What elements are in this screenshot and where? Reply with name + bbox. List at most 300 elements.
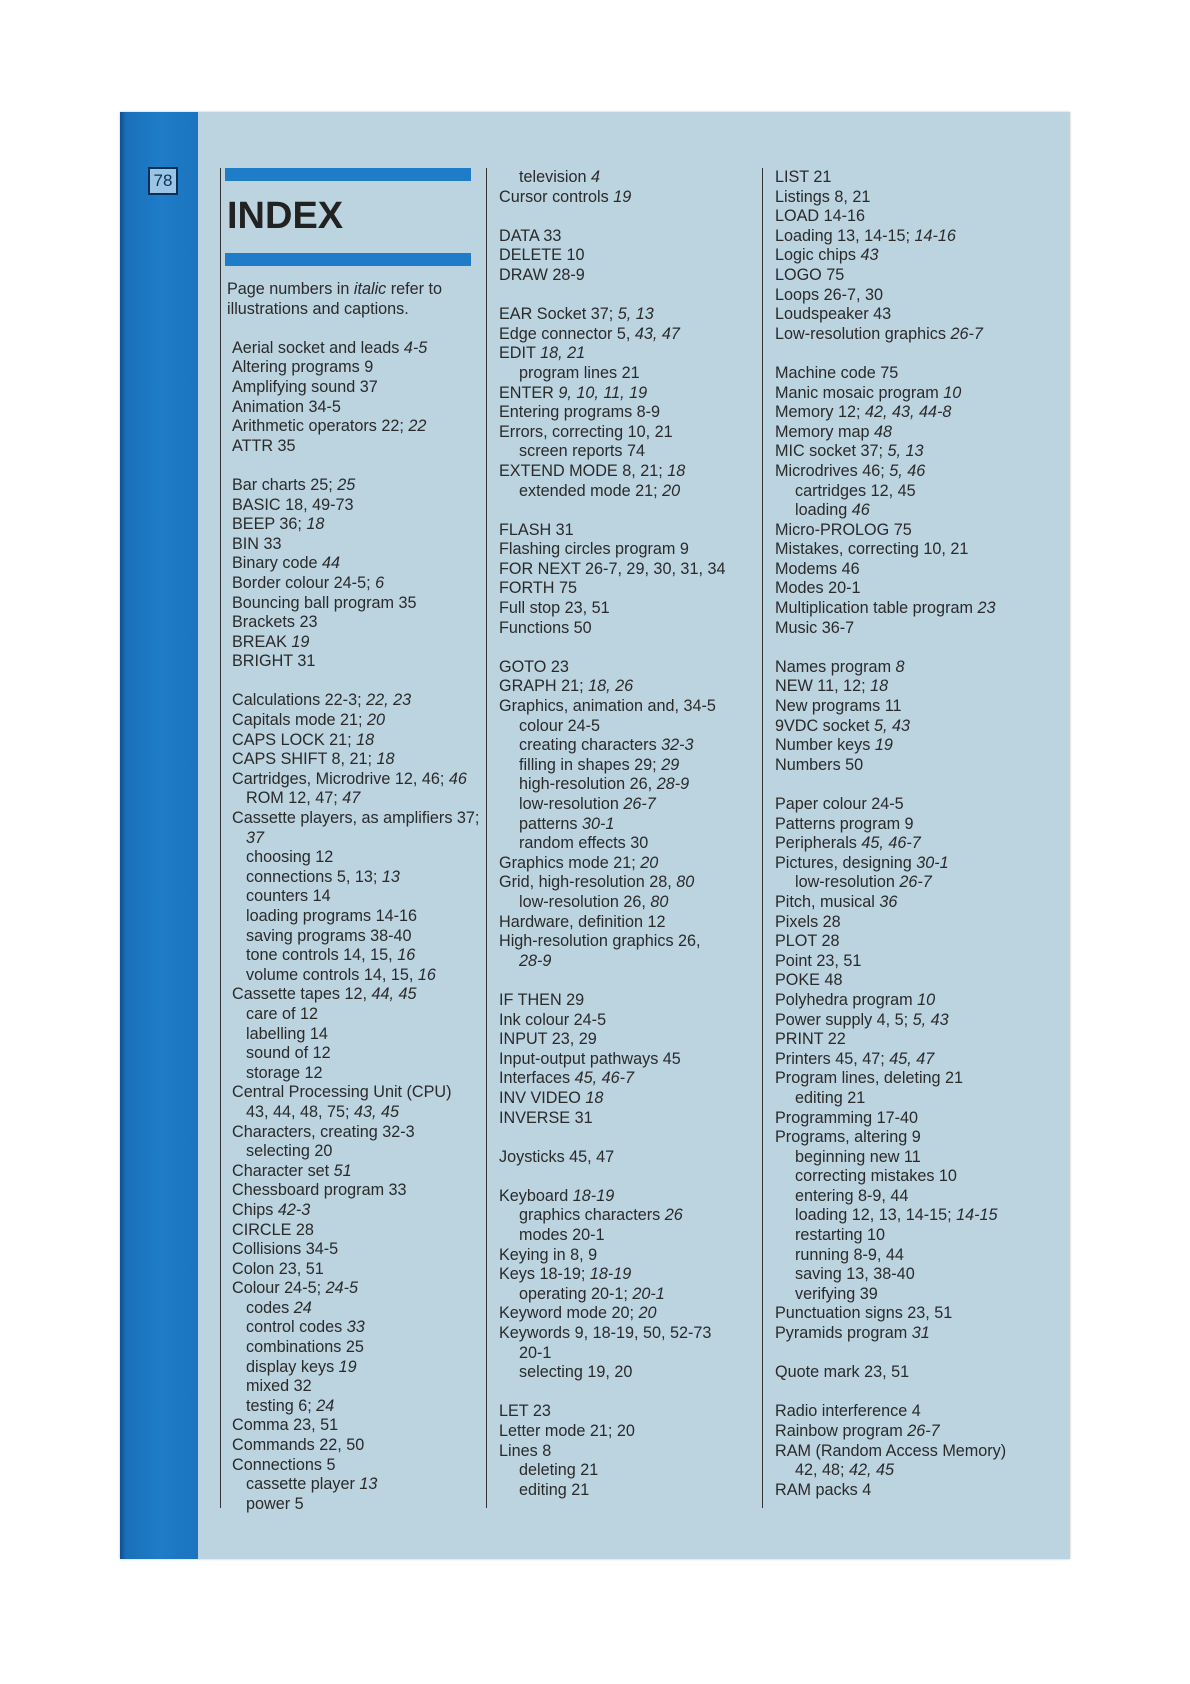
intro-suffix: refer to illustrations and captions.	[227, 280, 443, 318]
entry-text: Pitch, musical	[775, 892, 880, 911]
index-entry	[499, 579, 757, 599]
index-subentry	[226, 1358, 491, 1378]
entry-text: power 5	[246, 1494, 304, 1513]
index-entries-col-2	[487, 168, 757, 1500]
entry-spacer	[499, 286, 757, 306]
index-subentry	[775, 1246, 1043, 1266]
entry-text: filling in shapes 29;	[519, 755, 662, 774]
index-entry	[775, 913, 1043, 933]
index-entry	[226, 417, 491, 437]
index-entry	[775, 442, 1043, 462]
entry-italic-pages: 5, 43	[873, 716, 910, 735]
index-entry	[499, 873, 757, 893]
entry-text: Modems 46	[775, 559, 860, 578]
index-subentry	[226, 789, 491, 809]
index-entry	[775, 795, 1043, 815]
entry-italic-pages: 31	[911, 1324, 930, 1343]
entry-text: Number keys	[775, 736, 875, 755]
index-entry	[775, 677, 1043, 697]
index-entry	[775, 619, 1043, 639]
entry-italic-pages: 18	[870, 677, 889, 696]
entry-spacer	[499, 638, 757, 658]
entry-text: Cassette tapes 12,	[232, 985, 372, 1004]
entry-text: Program lines, deleting 21	[775, 1069, 964, 1088]
index-subentry	[775, 1187, 1043, 1207]
index-entry	[499, 854, 757, 874]
index-entry	[775, 1030, 1043, 1050]
index-entry	[499, 697, 757, 717]
entry-text: Altering programs 9	[232, 358, 374, 377]
index-subentry	[775, 501, 1043, 521]
entry-text: care of 12	[246, 1004, 318, 1023]
entry-text: Memory map	[775, 422, 874, 441]
index-entry	[775, 207, 1043, 227]
entry-spacer	[499, 971, 757, 991]
entry-spacer	[499, 1383, 757, 1403]
entry-italic-pages: 26-7	[899, 873, 932, 892]
index-subentry	[499, 1461, 757, 1481]
entry-italic-pages: 22, 23	[366, 691, 412, 710]
entry-italic-pages: 24-5	[325, 1279, 358, 1298]
entry-italic-pages: 51	[333, 1161, 352, 1180]
index-subentry	[499, 952, 757, 972]
index-entry	[775, 952, 1043, 972]
entry-text: display keys	[246, 1357, 339, 1376]
entry-italic-pages: 28-9	[656, 775, 690, 794]
entry-text: Bar charts 25;	[232, 475, 338, 494]
index-entry	[499, 344, 757, 364]
entry-text: graphics characters	[519, 1206, 665, 1225]
index-entry	[775, 364, 1043, 384]
entry-italic-pages: 18, 21	[540, 344, 586, 363]
index-subentry	[226, 1142, 491, 1162]
entry-italic-pages: 33	[346, 1318, 365, 1337]
index-entry	[775, 658, 1043, 678]
index-entry	[775, 1324, 1043, 1344]
title-bottom-bar	[225, 253, 471, 266]
index-entry	[499, 677, 757, 697]
index-entry	[499, 540, 757, 560]
entry-text: Graphics, animation and, 34-5	[499, 697, 716, 716]
index-subentry	[226, 848, 491, 868]
index-entry	[775, 384, 1043, 404]
entry-text: Entering programs 8-9	[499, 403, 661, 422]
index-subentry	[226, 1025, 491, 1045]
entry-text: tone controls 14, 15,	[246, 946, 398, 965]
index-subentry	[499, 442, 757, 462]
entry-text: IF THEN 29	[499, 990, 585, 1009]
entry-text: Modes 20-1	[775, 579, 861, 598]
entry-italic-pages: 20	[366, 711, 385, 730]
index-subentry	[499, 756, 757, 776]
book-page	[120, 112, 1070, 1559]
index-subentry	[499, 482, 757, 502]
entry-text: choosing 12	[246, 848, 334, 867]
entry-text: loading 12, 13, 14-15;	[795, 1206, 957, 1225]
entry-italic-pages: 28-9	[519, 951, 552, 970]
entry-text: extended mode 21;	[519, 481, 663, 500]
entry-italic-pages: 18-19	[589, 1265, 632, 1284]
entry-italic-pages: 18	[376, 750, 395, 769]
entry-text: LIST 21	[775, 168, 832, 186]
index-entry	[226, 1240, 491, 1260]
index-subentry	[775, 1461, 1043, 1481]
entry-text: cassette player	[246, 1475, 360, 1494]
entry-text: correcting mistakes 10	[795, 1167, 957, 1186]
index-entry	[226, 809, 491, 829]
entry-text: Rainbow program	[775, 1422, 908, 1440]
index-entry	[775, 815, 1043, 835]
index-entry	[775, 305, 1043, 325]
entry-italic-pages: 43	[860, 246, 879, 265]
entry-text: selecting 20	[246, 1142, 333, 1161]
index-entry	[775, 1050, 1043, 1070]
entry-text: Machine code 75	[775, 363, 899, 382]
index-entry	[499, 1030, 757, 1050]
index-subentry	[226, 868, 491, 888]
entry-text: Cassette players, as amplifiers 37;	[232, 809, 480, 828]
entry-spacer	[775, 1344, 1043, 1364]
index-entry	[499, 1069, 757, 1089]
index-entry	[775, 1481, 1043, 1501]
index-subentry	[226, 1495, 491, 1515]
index-entry	[499, 913, 757, 933]
entry-text: low-resolution	[795, 873, 900, 892]
entry-text: RAM packs 4	[775, 1480, 872, 1499]
index-subentry	[226, 1475, 491, 1495]
entry-text: Comma 23, 51	[232, 1416, 339, 1435]
index-entry	[226, 633, 491, 653]
entry-text: connections 5, 13;	[246, 867, 382, 886]
entry-text: low-resolution	[519, 795, 624, 813]
entry-italic-pages: 48	[873, 422, 892, 441]
entry-text: Capitals mode 21;	[232, 711, 367, 730]
index-entry	[775, 540, 1043, 560]
entry-text: Collisions 34-5	[232, 1240, 339, 1259]
index-subentry	[499, 815, 757, 835]
index-subentry	[775, 1167, 1043, 1187]
entry-text: DRAW 28-9	[499, 265, 585, 284]
index-subentry	[499, 1481, 757, 1501]
index-entry	[226, 770, 491, 790]
entry-text: Programs, altering 9	[775, 1128, 921, 1147]
entry-text: Character set	[232, 1161, 334, 1180]
index-entry	[226, 378, 491, 398]
index-entry	[499, 932, 757, 952]
index-entry	[226, 594, 491, 614]
entry-text: Flashing circles program 9	[499, 540, 689, 559]
entry-spacer	[775, 638, 1043, 658]
entry-italic-pages: 26-7	[623, 795, 656, 813]
entry-italic-pages: 6	[375, 573, 385, 592]
entry-spacer	[226, 672, 491, 692]
entry-text: Loudspeaker 43	[775, 305, 892, 324]
index-entry	[775, 834, 1043, 854]
entry-text: BIN 33	[232, 534, 282, 553]
entry-spacer	[775, 344, 1043, 364]
entry-italic-pages: 80	[676, 873, 695, 892]
index-title: INDEX	[227, 195, 344, 237]
entry-spacer	[226, 456, 491, 476]
index-column-1	[220, 168, 491, 1513]
entry-text: labelling 14	[246, 1024, 328, 1043]
index-subentry	[499, 1344, 757, 1364]
index-entry	[775, 1363, 1043, 1383]
entry-text: Punctuation signs 23, 51	[775, 1304, 953, 1323]
entry-text: television	[519, 168, 591, 186]
entry-text: editing 21	[795, 1088, 866, 1107]
entry-italic-pages: 42, 43, 44-8	[864, 403, 952, 422]
index-subentry	[226, 1064, 491, 1084]
entry-text: Central Processing Unit (CPU)	[232, 1083, 452, 1102]
entry-text: counters 14	[246, 887, 331, 906]
index-entry	[499, 1265, 757, 1285]
entry-text: running 8-9, 44	[795, 1245, 904, 1264]
entry-text: ROM 12, 47;	[246, 789, 343, 808]
index-entry	[775, 1442, 1043, 1462]
index-entry	[226, 1201, 491, 1221]
entry-text: random effects 30	[519, 834, 649, 853]
entry-italic-pages: 20-1	[632, 1284, 665, 1303]
entry-italic-pages: 26	[664, 1206, 683, 1225]
index-entry	[499, 325, 757, 345]
index-subentry	[226, 1377, 491, 1397]
entry-text: selecting 19, 20	[519, 1363, 633, 1382]
entry-spacer	[775, 1383, 1043, 1403]
entry-text: Joysticks 45, 47	[499, 1147, 615, 1166]
index-entry	[499, 1050, 757, 1070]
index-entry	[499, 1246, 757, 1266]
entry-italic-pages: 24	[293, 1298, 312, 1317]
entry-italic-pages: 19	[613, 187, 632, 206]
index-entry	[226, 1083, 491, 1103]
index-entry	[226, 437, 491, 457]
entry-text: INPUT 23, 29	[499, 1030, 597, 1049]
entry-text: Amplifying sound 37	[232, 377, 378, 396]
entry-text: operating 20-1;	[519, 1284, 633, 1303]
index-subentry	[499, 168, 757, 188]
index-entry	[775, 188, 1043, 208]
entry-italic-pages: 43, 47	[634, 324, 680, 343]
index-entry	[775, 756, 1043, 776]
entry-text: Aerial socket and leads	[232, 338, 404, 357]
entry-italic-pages: 8	[895, 657, 905, 676]
entry-text: Numbers 50	[775, 755, 864, 774]
entry-italic-pages: 42-3	[277, 1200, 311, 1219]
entry-text: Calculations 22-3;	[232, 691, 367, 710]
entry-italic-pages: 20	[640, 853, 659, 872]
entry-text: storage 12	[246, 1063, 323, 1082]
index-subentry	[775, 1285, 1043, 1305]
entry-text: PLOT 28	[775, 932, 840, 951]
entry-text: Patterns program 9	[775, 814, 914, 833]
index-subentry	[775, 1206, 1043, 1226]
index-subentry	[499, 834, 757, 854]
entry-italic-pages: 30-1	[582, 814, 615, 833]
entry-text: LOAD 14-16	[775, 207, 865, 226]
index-entry	[775, 423, 1043, 443]
index-entry	[775, 971, 1043, 991]
entry-text: Letter mode 21; 20	[499, 1422, 635, 1440]
index-entry	[226, 358, 491, 378]
index-entry	[226, 1221, 491, 1241]
entry-italic-pages: 5, 43	[912, 1010, 949, 1029]
entry-italic-pages: 44, 45	[371, 985, 417, 1004]
entry-text: New programs 11	[775, 697, 902, 716]
entry-text: Pixels 28	[775, 912, 841, 931]
entry-text: Cartridges, Microdrive 12, 46;	[232, 769, 449, 788]
entry-text: BEEP 36;	[232, 515, 307, 534]
index-entry	[499, 1089, 757, 1109]
entry-italic-pages: 26-7	[907, 1422, 940, 1440]
entry-italic-pages: 37	[246, 828, 265, 847]
entry-text: beginning new 11	[795, 1147, 921, 1166]
intro-italic: italic	[353, 280, 387, 298]
entry-text: codes	[246, 1298, 294, 1317]
index-entry	[226, 652, 491, 672]
entry-text: Cursor controls	[499, 187, 614, 206]
index-entry	[499, 991, 757, 1011]
entry-italic-pages: 44	[321, 554, 340, 573]
index-subentry	[499, 1285, 757, 1305]
entry-text: BRIGHT 31	[232, 652, 316, 671]
entry-text: DELETE 10	[499, 246, 585, 265]
index-subentry	[499, 364, 757, 384]
index-subentry	[775, 482, 1043, 502]
entry-text: Chessboard program 33	[232, 1181, 407, 1200]
blue-spine-band	[120, 112, 198, 1559]
index-subentry	[226, 1338, 491, 1358]
index-subentry	[499, 1363, 757, 1383]
index-entry	[775, 1109, 1043, 1129]
entry-text: INV VIDEO	[499, 1088, 586, 1107]
page-number: 78	[148, 167, 178, 195]
entry-text: Paper colour 24-5	[775, 795, 904, 813]
entry-italic-pages: 46	[851, 501, 870, 520]
entry-italic-pages: 5, 13	[617, 305, 654, 324]
entry-text: Point 23, 51	[775, 951, 862, 970]
entry-text: cartridges 12, 45	[795, 481, 916, 500]
entry-text: MIC socket 37;	[775, 442, 888, 461]
entry-text: saving programs 38-40	[246, 926, 412, 945]
index-entry	[499, 1442, 757, 1462]
entry-italic-pages: 43, 45	[354, 1102, 400, 1121]
index-subentry	[775, 1226, 1043, 1246]
entry-italic-pages: 9, 10, 11, 19	[558, 383, 648, 402]
entry-italic-pages: 5, 13	[887, 442, 924, 461]
index-entry	[775, 854, 1043, 874]
index-entry	[226, 1260, 491, 1280]
entry-text: Colour 24-5;	[232, 1279, 326, 1298]
index-entry	[226, 398, 491, 418]
entry-text: Programming 17-40	[775, 1108, 919, 1127]
index-entry	[775, 246, 1043, 266]
entry-text: Edge connector 5,	[499, 324, 635, 343]
entry-text: PRINT 22	[775, 1030, 846, 1049]
entry-text: 20-1	[519, 1343, 552, 1362]
index-entry	[226, 691, 491, 711]
index-entry	[775, 403, 1043, 423]
entry-italic-pages: 25	[337, 475, 356, 494]
index-entry	[499, 560, 757, 580]
entry-italic-pages: 29	[661, 755, 680, 774]
index-entries-col-3	[763, 168, 1043, 1500]
index-entry	[499, 1109, 757, 1129]
index-subentry	[226, 946, 491, 966]
index-entry	[775, 462, 1043, 482]
entry-text: Grid, high-resolution 28,	[499, 873, 677, 892]
entry-text: saving 13, 38-40	[795, 1265, 915, 1284]
entry-italic-pages: 30-1	[916, 853, 949, 872]
entry-spacer	[775, 775, 1043, 795]
entry-italic-pages: 16	[417, 965, 436, 984]
entry-text: Binary code	[232, 554, 322, 573]
index-subentry	[226, 907, 491, 927]
entry-text: Mistakes, correcting 10, 21	[775, 540, 969, 559]
entry-text: Arithmetic operators 22;	[232, 417, 409, 436]
index-entry	[499, 246, 757, 266]
entry-text: Errors, correcting 10, 21	[499, 422, 673, 441]
index-subentry	[775, 873, 1043, 893]
entry-italic-pages: 18	[356, 730, 375, 749]
entry-text: loading programs 14-16	[246, 907, 417, 925]
entry-italic-pages: 16	[397, 946, 416, 965]
entry-italic-pages: 45, 46-7	[861, 834, 921, 853]
entry-text: mixed 32	[246, 1377, 312, 1396]
entry-text: DATA 33	[499, 226, 562, 245]
index-entry	[499, 1011, 757, 1031]
entry-text: LOGO 75	[775, 265, 845, 284]
index-subentry	[775, 1148, 1043, 1168]
entry-text: program lines 21	[519, 363, 640, 382]
index-entry	[226, 1279, 491, 1299]
entry-spacer	[499, 501, 757, 521]
index-entry	[499, 384, 757, 404]
index-entry	[775, 266, 1043, 286]
entry-italic-pages: 14-15	[956, 1206, 998, 1225]
entry-italic-pages: 13	[381, 867, 400, 886]
index-subentry	[226, 927, 491, 947]
entry-text: Characters, creating 32-3	[232, 1122, 415, 1141]
index-entry	[226, 515, 491, 535]
entry-text: Animation 34-5	[232, 397, 341, 416]
index-subentry	[226, 1397, 491, 1417]
index-subentry	[499, 893, 757, 913]
entry-text: CAPS LOCK 21;	[232, 730, 357, 749]
entry-text: high-resolution 26,	[519, 775, 657, 794]
entry-text: BASIC 18, 49-73	[232, 495, 354, 514]
entry-text: Brackets 23	[232, 613, 318, 632]
entry-text: entering 8-9, 44	[795, 1186, 909, 1205]
entry-text: verifying 39	[795, 1284, 878, 1303]
index-entry	[775, 1011, 1043, 1031]
index-entry	[775, 1128, 1043, 1148]
entry-text: Graphics mode 21;	[499, 853, 641, 872]
entry-text: Peripherals	[775, 834, 862, 853]
entry-text: Printers 45, 47;	[775, 1049, 890, 1068]
entry-text: High-resolution graphics 26,	[499, 932, 701, 951]
entry-spacer	[499, 1167, 757, 1187]
entry-text: BREAK	[232, 632, 292, 651]
entry-text: testing 6;	[246, 1396, 317, 1415]
entry-text: GOTO 23	[499, 657, 569, 676]
index-entry	[226, 711, 491, 731]
entry-text: Polyhedra program	[775, 990, 918, 1009]
entry-italic-pages: 46	[448, 769, 467, 788]
index-subentry	[499, 717, 757, 737]
entry-italic-pages: 80	[650, 892, 669, 911]
entry-italic-pages: 26-7	[950, 324, 983, 343]
